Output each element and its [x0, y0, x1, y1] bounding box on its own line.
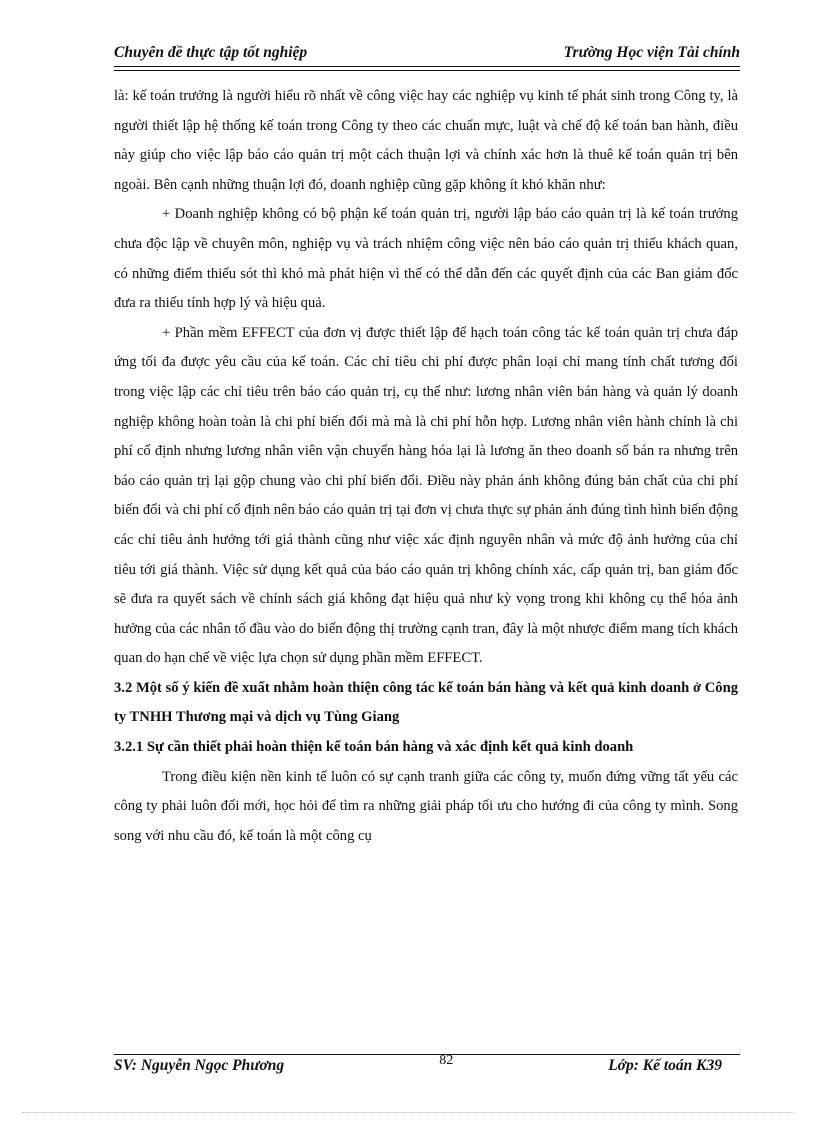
header-left-title: Chuyên đề thực tập tốt nghiệp	[114, 44, 308, 61]
paragraph-2: + Doanh nghiệp không có bộ phận kế toán quản trị, người lập báo cáo quản trị là kế toán trưởng chưa độc lập về chuyên môn, nghiệp vụ và trách nhiệm công việc nên báo cáo quản trị thiếu khách quan, có những điểm thiếu sót thì khó mà phát hiện vì thế có thể dẫn đến các quyết định của các Ban giám đốc đưa ra thiếu tính hợp lý và hiệu quả.	[114, 206, 738, 312]
footer-class-name: Lớp: Kế toán K39	[608, 1057, 722, 1074]
page-number: 82	[439, 1053, 454, 1068]
paragraph-3: + Phần mềm EFFECT của đơn vị được thiết lập để hạch toán công tác kế toán quản trị chưa đáp ứng tối đa được yêu cầu của kế toán. Các chỉ tiêu chi phí được phân loại chỉ mang tính chất tương đối trong việc lập các chỉ tiêu trên báo cáo quản trị, cụ thể như: lương nhân viên bán hàng và quản lý doanh nghiệp không hoàn toàn là chi phí biến đổi mà mà là chi phí hỗn hợp. Lương nhân viên hành chính là chi phí cố định nhưng lương nhân viên vận chuyển hàng hóa lại là lương ăn theo doanh số bán ra nhưng trên báo cáo quản trị lại gộp chung vào chi phí biến đổi. Điều này phản ánh không đúng bản chất của chi phí biến đổi và chi phí cố định nên báo cáo quản trị tại đơn vị chưa thực sự phản ánh đúng tình hình biến động các chỉ tiêu ảnh hưởng tới giá thành cũng như việc xác định nguyên nhân và mức độ ảnh hưởng của chỉ tiêu tới giá thành. Việc sử dụng kết quả của báo cáo quản trị không chính xác, cấp quản trị, ban giám đốc sẽ đưa ra quyết sách về chính sách giá không đạt hiệu quả như kỳ vọng trong khi không cụ thể hóa ảnh hưởng của các nhân tố đầu vào do biến động thị trường cạnh tran, đây là một nhược điểm mang tích khách quan do hạn chế về việc lựa chọn sử dụng phần mềm EFFECT.	[114, 324, 738, 667]
section-heading-3-2-1: 3.2.1 Sự cần thiết phải hoàn thiện kế toán bán hàng và xác định kết quả kinh doanh	[114, 739, 634, 756]
section-heading-3-2: 3.2 Một số ý kiến đề xuất nhằm hoàn thiện công tác kế toán bán hàng và kết quả kinh doanh ở Công ty TNHH Thương mại và dịch vụ Tùng Giang	[114, 679, 738, 726]
page-header	[114, 44, 740, 67]
page-bottom-edge	[22, 1112, 794, 1113]
paragraph-1: là: kế toán trưởng là người hiểu rõ nhất về công việc hay các nghiệp vụ kinh tế phát sinh trong Công ty, là người thiết lập hệ thống kế toán trong Công ty theo các chuẩn mực, luật và chế độ kế toán ban hành, điều này giúp cho việc lập báo cáo quản trị một cách thuận lợi và chính xác hơn là thuê kế toán quản trị bên ngoài. Bên cạnh những thuận lợi đó, doanh nghiệp cũng gặp không ít khó khăn như:	[114, 88, 738, 193]
paragraph-4: Trong điều kiện nền kinh tế luôn có sự cạnh tranh giữa các công ty, muốn đứng vững tất yếu các công ty phải luôn đổi mới, học hỏi để tìm ra những giải pháp tối ưu cho hướng đi của công ty mình. Song song với nhu cầu đó, kế toán là một công cụ	[114, 768, 738, 844]
header-right-title: Trường Học viện Tài chính	[563, 44, 740, 61]
page-footer	[114, 1054, 740, 1075]
footer-student-name: SV: Nguyễn Ngọc Phương	[114, 1057, 285, 1074]
page-body	[114, 82, 738, 851]
